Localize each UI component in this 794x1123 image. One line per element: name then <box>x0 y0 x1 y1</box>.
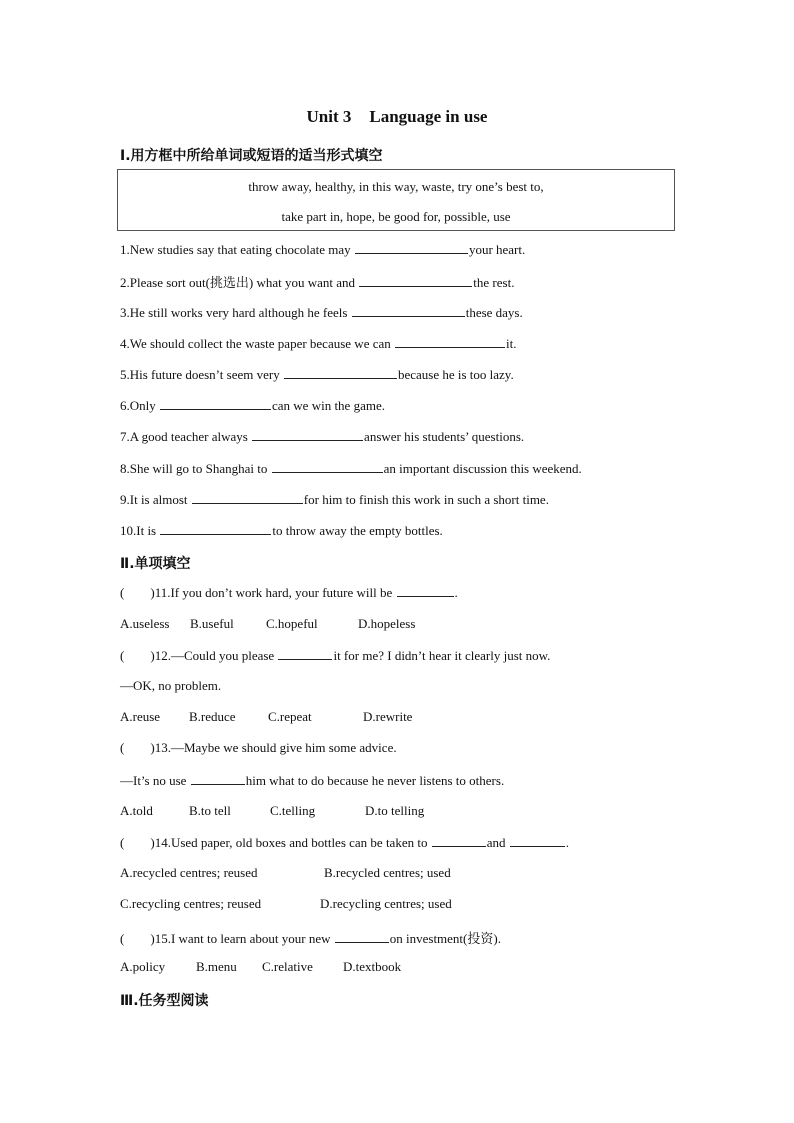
question-15: ( )15.I want to learn about your new on investment(投资). <box>120 931 501 946</box>
question-10: 10.It is to throw away the empty bottles. <box>120 523 443 538</box>
option-b[interactable]: B.to tell <box>189 803 231 818</box>
option-b[interactable]: B.recycled centres; used <box>324 865 451 880</box>
option-d[interactable]: D.textbook <box>343 959 402 974</box>
word-box-line-1: throw away, healthy, in this way, waste, try one’s best to, <box>248 179 544 194</box>
option-a[interactable]: A.policy <box>120 959 166 974</box>
question-6: 6.Only can we win the game. <box>120 398 385 413</box>
answer-blank[interactable] <box>432 834 486 847</box>
question-8: 8.She will go to Shanghai to an important discussion this weekend. <box>120 461 582 476</box>
answer-blank[interactable] <box>335 930 389 943</box>
question-4: 4.We should collect the waste paper because we can it. <box>120 336 517 351</box>
unit-number: Unit 3 <box>306 107 352 126</box>
question-13: ( )13.—Maybe we should give him some advice. <box>120 740 397 755</box>
option-b[interactable]: B.reduce <box>189 709 236 724</box>
option-b[interactable]: B.menu <box>196 959 237 974</box>
answer-blank[interactable] <box>192 491 303 504</box>
answer-blank[interactable] <box>284 366 397 379</box>
answer-blank[interactable] <box>352 304 465 317</box>
word-box-line-2: take part in, hope, be good for, possible, use <box>281 209 511 224</box>
option-a[interactable]: A.told <box>120 803 153 818</box>
question-11: ( )11.If you don’t work hard, your future will be . <box>120 585 458 600</box>
question-1: 1.New studies say that eating chocolate may your heart. <box>120 242 526 257</box>
question-12: ( )12.—Could you please it for me? I didn’t hear it clearly just now. <box>120 648 551 663</box>
question-7: 7.A good teacher always answer his students’ questions. <box>120 429 525 444</box>
option-c[interactable]: C.hopeful <box>266 616 318 631</box>
answer-blank[interactable] <box>272 460 383 473</box>
option-d[interactable]: D.to telling <box>365 803 425 818</box>
option-c[interactable]: C.telling <box>270 803 316 818</box>
answer-blank[interactable] <box>278 647 332 660</box>
question-3: 3.He still works very hard although he feels these days. <box>120 305 523 320</box>
answer-blank[interactable] <box>397 584 454 597</box>
answer-blank[interactable] <box>160 397 271 410</box>
answer-blank[interactable] <box>355 241 468 254</box>
question-9: 9.It is almost for him to finish this work in such a short time. <box>120 492 549 507</box>
question-5: 5.His future doesn’t seem very because he is too lazy. <box>120 367 514 382</box>
options-15 <box>120 959 401 975</box>
word-box <box>117 169 675 231</box>
answer-blank[interactable] <box>510 834 565 847</box>
option-a[interactable]: A.useless <box>120 616 170 631</box>
option-d[interactable]: D.rewrite <box>363 709 413 724</box>
answer-blank[interactable] <box>359 274 472 287</box>
option-a[interactable]: A.reuse <box>120 709 161 724</box>
option-a[interactable]: A.recycled centres; reused <box>120 865 258 880</box>
options-13 <box>120 803 424 819</box>
question-12-reply: —OK, no problem. <box>120 678 222 693</box>
answer-blank[interactable] <box>395 335 505 348</box>
question-13-reply: —It’s no use him what to do because he never listens to others. <box>120 773 505 788</box>
question-14: ( )14.Used paper, old boxes and bottles can be taken to and . <box>120 835 569 850</box>
option-d[interactable]: D.hopeless <box>358 616 416 631</box>
options-14-row-1 <box>120 865 451 881</box>
options-14-row-2 <box>120 896 452 912</box>
options-11 <box>120 616 415 632</box>
option-c[interactable]: C.relative <box>262 959 313 974</box>
option-b[interactable]: B.useful <box>190 616 234 631</box>
option-c[interactable]: C.recycling centres; reused <box>120 896 262 911</box>
answer-blank[interactable] <box>160 522 271 535</box>
option-c[interactable]: C.repeat <box>268 709 312 724</box>
section-3-heading: Ⅲ.任务型阅读 <box>120 993 209 1009</box>
options-12 <box>120 709 412 725</box>
option-d[interactable]: D.recycling centres; used <box>320 896 452 911</box>
answer-blank[interactable] <box>191 772 245 785</box>
unit-name: Language in use <box>369 107 488 126</box>
section-1-heading: Ⅰ.用方框中所给单词或短语的适当形式填空 <box>120 148 383 164</box>
answer-blank[interactable] <box>252 428 363 441</box>
question-2: 2.Please sort out(挑选出) what you want and the rest. <box>120 275 515 290</box>
page-title <box>0 107 794 127</box>
section-2-heading: Ⅱ.单项填空 <box>120 556 191 572</box>
